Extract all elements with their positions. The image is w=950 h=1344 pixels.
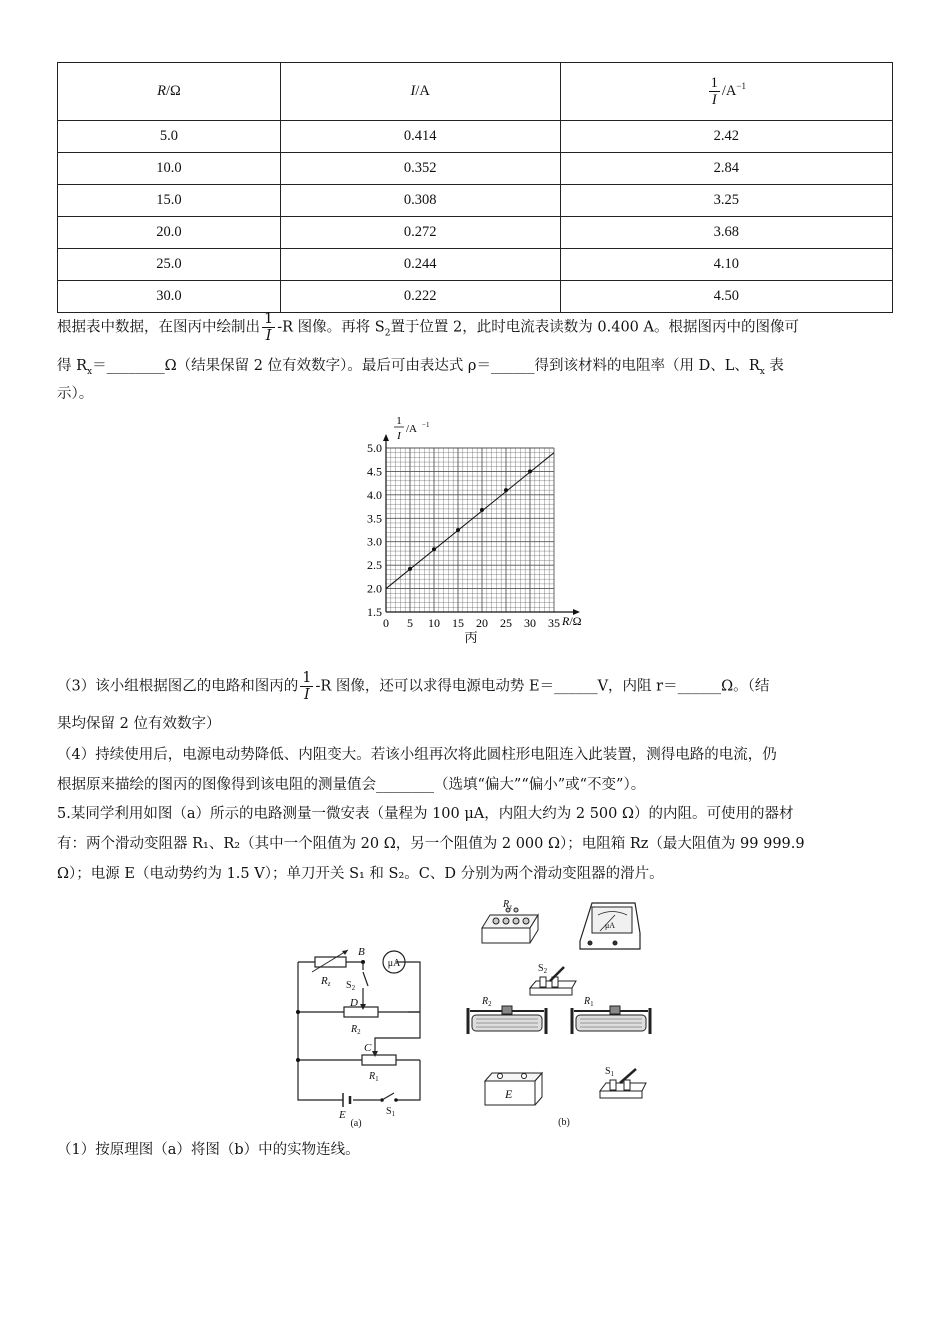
table-cell: 3.68: [560, 217, 892, 249]
data-point: [408, 567, 412, 571]
data-point: [504, 488, 508, 492]
x-tick-label: 35: [548, 616, 560, 630]
graph-bing: [340, 408, 610, 648]
svg-text:Rz: Rz: [321, 975, 331, 988]
table-body: [58, 121, 893, 313]
data-point: [528, 469, 532, 473]
x-axis-label: R/Ω: [562, 614, 582, 628]
x-tick-label: 5: [407, 616, 413, 630]
svg-text:S2: $S_2$: [346, 980, 356, 992]
q4-line1: （4）持续使用后，电源电动势降低、内阻变大。若该小组再次将此圆柱形电阻连入此装置，测得电路的电流，仍: [57, 747, 777, 763]
x-tick-label: 15: [452, 616, 464, 630]
svg-text:I: I: [397, 430, 401, 442]
svg-text:Rz: $R_z$: [503, 899, 512, 911]
y-tick-label: 3.0: [367, 534, 382, 549]
resistance-box-icon: [482, 899, 538, 943]
s1-switch-icon: [382, 1093, 394, 1100]
svg-text:D: D: [350, 997, 358, 1009]
table-cell: 0.222: [280, 281, 560, 313]
data-table: [57, 62, 893, 313]
r2-rheostat-device-icon: [468, 996, 546, 1034]
y-tick-label: 5.0: [367, 441, 382, 455]
table-row: [58, 121, 893, 153]
para1-line2: 得 $R_x=\_\_\_\_\_\_\_\_\Omega$（结果保留 2 位有效数字）。最后可由表达式 ρ＝______得到该材料的电阻率（用 D、L、$R_x$ 表: [57, 358, 784, 377]
fraction-1-over-i: $\frac{1}{I}$: [710, 75, 718, 108]
table-cell: 20.0: [58, 217, 281, 249]
para1-line3: 示）。: [57, 386, 94, 402]
table-cell: 2.84: [560, 153, 892, 185]
svg-text:μA: μA: [387, 958, 401, 969]
data-point: [480, 508, 484, 512]
svg-text:S1: $S_1$: [386, 1106, 396, 1118]
q5-line2: 有：两个滑动变阻器 R₁、R₂（其中一个阻值为 20 Ω，另一个阻值为 2 000 Ω）；电阻箱 Rz（最大阻值为 99 999.9: [57, 836, 805, 852]
svg-text:S2: $S_2$: [538, 963, 548, 975]
q4-line2: 根据原来描绘的图丙的图像得到该电阻的测量值会________（选填“偏大”“偏小”或“不变”）。: [57, 777, 646, 793]
chart-ticks: [367, 441, 560, 630]
r1-rheostat-device-icon: [572, 996, 650, 1034]
y-tick-label: 3.5: [367, 511, 382, 526]
x-tick-label: 25: [500, 616, 512, 630]
y-tick-label: 2.0: [367, 581, 382, 596]
table-row: [58, 153, 893, 185]
y-axis-label: [394, 415, 430, 442]
caption-b: (b): [558, 1117, 570, 1128]
table-cell: 4.50: [560, 281, 892, 313]
table-cell: 0.244: [280, 249, 560, 281]
table-cell: 4.10: [560, 249, 892, 281]
svg-text:−1: −1: [422, 421, 430, 429]
svg-text:1: 1: [396, 415, 402, 427]
para1-line1: 根据表中数据，在图丙中绘制出 $\frac{1}{I}$ -R 图像。再将 $S_2$置于位置 2，此时电流表读数为 0.400 A。根据图丙中的图像可: [57, 311, 799, 344]
table-cell: 0.352: [280, 153, 560, 185]
table-row: [58, 249, 893, 281]
battery-device-icon: [485, 1073, 542, 1105]
x-tick-label: 10: [428, 616, 440, 630]
header-inv-i: $\frac{1}{I}$ $/A^{-1}$: [560, 63, 892, 121]
svg-text:E: E: [339, 1109, 346, 1121]
svg-text:R2: $R_2$: [351, 1024, 361, 1036]
table-cell: 3.25: [560, 185, 892, 217]
table-row: [58, 281, 893, 313]
caption-a: (a): [350, 1118, 362, 1129]
q5-line3: Ω）；电源 E（电动势约为 1.5 V）；单刀开关 S₁ 和 S₂。C、D 分别为两个滑动变阻器的滑片。: [57, 866, 664, 882]
table-row: [58, 185, 893, 217]
table-row: [58, 217, 893, 249]
svg-text:R1: $R_1$: [369, 1071, 379, 1083]
svg-text:E: E: [505, 1087, 513, 1101]
table-cell: 25.0: [58, 249, 281, 281]
table-cell: 10.0: [58, 153, 281, 185]
svg-text:C: C: [364, 1042, 372, 1054]
y-tick-label: 1.5: [367, 605, 382, 619]
q5-line1: 5.某同学利用如图（a）所示的电路测量一微安表（量程为 100 μA，内阻大约为 2 500 Ω）的内阻。可使用的器材: [57, 806, 794, 822]
r1-rheostat-icon: [362, 1055, 396, 1065]
table-cell: 0.308: [280, 185, 560, 217]
x-tick-label: 30: [524, 616, 536, 630]
data-point: [432, 547, 436, 551]
q3-line2: 果均保留 2 位有效数字）: [57, 716, 221, 732]
table-cell: 2.42: [560, 121, 892, 153]
rz-resistor-icon: [315, 957, 346, 967]
table-cell: 0.414: [280, 121, 560, 153]
circuit-diagram-a: [288, 940, 438, 1130]
chart-axes: [383, 434, 580, 615]
y-axis-arrow: [383, 434, 389, 441]
table-header-row: [58, 63, 893, 121]
x-tick-label: 20: [476, 616, 488, 630]
header-r: R/Ω: [58, 63, 281, 121]
svg-text:/A: /A: [406, 423, 417, 435]
header-i: I/A: [280, 63, 560, 121]
chart-title: 丙: [464, 630, 478, 645]
x-tick-label: 0: [383, 616, 389, 630]
s1-switch-device-icon: [600, 1066, 646, 1098]
svg-text:R2: $R_2$: [482, 996, 492, 1008]
y-tick-label: 4.0: [367, 487, 382, 502]
svg-text:R1: $R_1$: [584, 996, 594, 1008]
chart-marks: [386, 453, 554, 589]
apparatus-diagram-b: [460, 893, 660, 1133]
svg-text:μA: μA: [605, 921, 616, 930]
q5-sub1: （1）按原理图（a）将图（b）中的实物连线。: [57, 1142, 360, 1158]
s2-switch-icon: [363, 972, 368, 986]
svg-text:B: B: [358, 946, 365, 958]
data-point: [456, 528, 460, 532]
svg-text:S1: $S_1$: [605, 1066, 615, 1078]
fraction-1-over-i: $\frac{1}{I}$: [264, 311, 274, 344]
y-tick-label: 4.5: [367, 464, 382, 479]
microammeter-device-icon: [580, 903, 640, 949]
fraction-1-over-i: $\frac{1}{I}$: [302, 670, 312, 703]
table-cell: 5.0: [58, 121, 281, 153]
table-cell: 30.0: [58, 281, 281, 313]
table-cell: 15.0: [58, 185, 281, 217]
table-cell: 0.272: [280, 217, 560, 249]
y-tick-label: 2.5: [367, 558, 382, 573]
q3-line1: （3）该小组根据图乙的电路和图丙的 $\frac{1}{I}$ -R 图像，还可以求得电源电动势 E＝______V，内阻 r＝______Ω。（结: [57, 670, 770, 703]
s2-switch-device-icon: [530, 963, 576, 995]
